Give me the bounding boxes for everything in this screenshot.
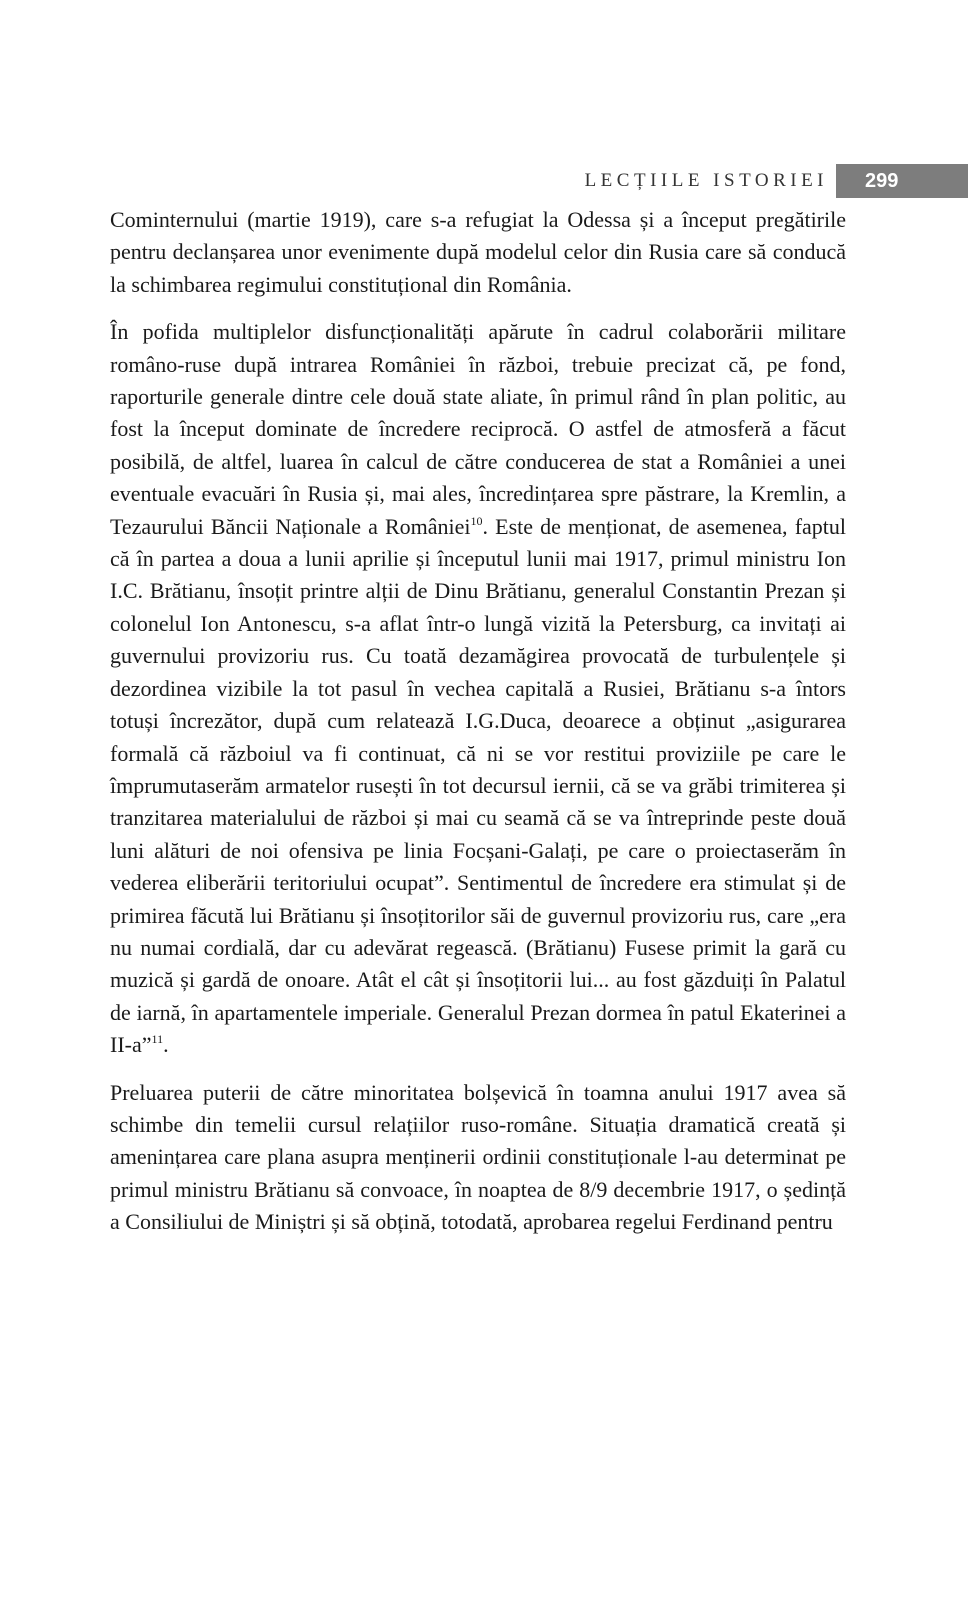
page-number: 299 (865, 170, 899, 192)
paragraph-2 (110, 316, 846, 1061)
paragraph-2-part-a: În pofida multiplelor disfuncționalități apărute în cadrul colaborării militare româno-ruse după intrarea României în război, trebuie precizat că, pe fond, raporturile generale dintre cele două state aliate, în primul rând în plan politic, au fost la început dominate de încredere reciprocă. O astfel de atmosferă a făcut posibilă, de altfel, luarea în calcul de către conducerea de stat a României a unei eventuale evacuări în Rusia și, mai ales, încredințarea spre păstrare, la Kremlin, a Tezaurului Băncii Naționale a României (110, 319, 846, 539)
paragraph-3: Preluarea puterii de către minoritatea bolșevică în toamna anului 1917 avea să schimbe din temelii cursul relațiilor ruso-române. Situația dramatică creată și amenințarea care plana asupra menținerii ordinii constituționale l-au determinat pe primul ministru Brătianu să convoace, în noaptea de 8/9 decembrie 1917, o ședință a Consiliului de Miniștri și să obțină, totodată, aprobarea regelui Ferdinand pentru (110, 1079, 846, 1235)
paragraph-2-part-b: . Este de menționat, de asemenea, faptul că în partea a doua a lunii aprilie și începutul lunii mai 1917, primul ministru Ion I.C. Brătianu, însoțit printre alții de Dinu Brătianu, generalul Constantin Prezan și colonelul Ion Antonescu, s-a aflat într-o lungă vizită la Petersburg, ca invitați ai guvernului provizoriu rus. Cu toată dezamăgirea provocată de turbulențele și dezordinea vizibile la tot pasul în vechea capitală a Rusiei, Brătianu s-a întors totuși încrezător, după cum relatează I.G.Duca, deoarece a obținut „asigurarea formală că războiul va fi continuat, că ni se vor restitui proviziile pe care le împrumutaserăm armatelor rusești în tot decursul iernii, că se va grăbi trimiterea și tranzitarea materialului de război și mai cu seamă că se va întreprinde peste două luni alături de noi ofensiva pe linia Focșani-Galați, pe care o proiectaserăm în vederea eliberării teritoriului ocupat”. Sentimentul de încredere era stimulat și de primirea făcută lui Brătianu și însoțitorilor săi de guvernul provizoriu rus, care „era nu numai cordială, dar cu adevărat regească. (Brătianu) Fusese primit la gară cu muzică și gardă de onoare. Atât el cât și însoțitorii lui... au fost găzduiți în Palatul de iarnă, în apartamentele imperiale. Generalul Prezan dormea în patul Ekaterinei a II-a” (110, 513, 847, 1058)
body-text (110, 204, 846, 1239)
footnote-ref-10: 10 (470, 513, 483, 528)
paragraph-2-part-c: . (163, 1032, 169, 1058)
paragraph-1: Cominternului (martie 1919), care s-a refugiat la Odessa și a început pregătirile pentru declanșarea unor evenimente după modelul celor din Rusia care să conducă la schimbarea regimului constituțional din România. (110, 207, 846, 297)
footnote-ref-11: 11 (151, 1032, 164, 1047)
running-title: LECȚIILE ISTORIEI (584, 170, 828, 191)
page-number-tab (836, 164, 968, 198)
